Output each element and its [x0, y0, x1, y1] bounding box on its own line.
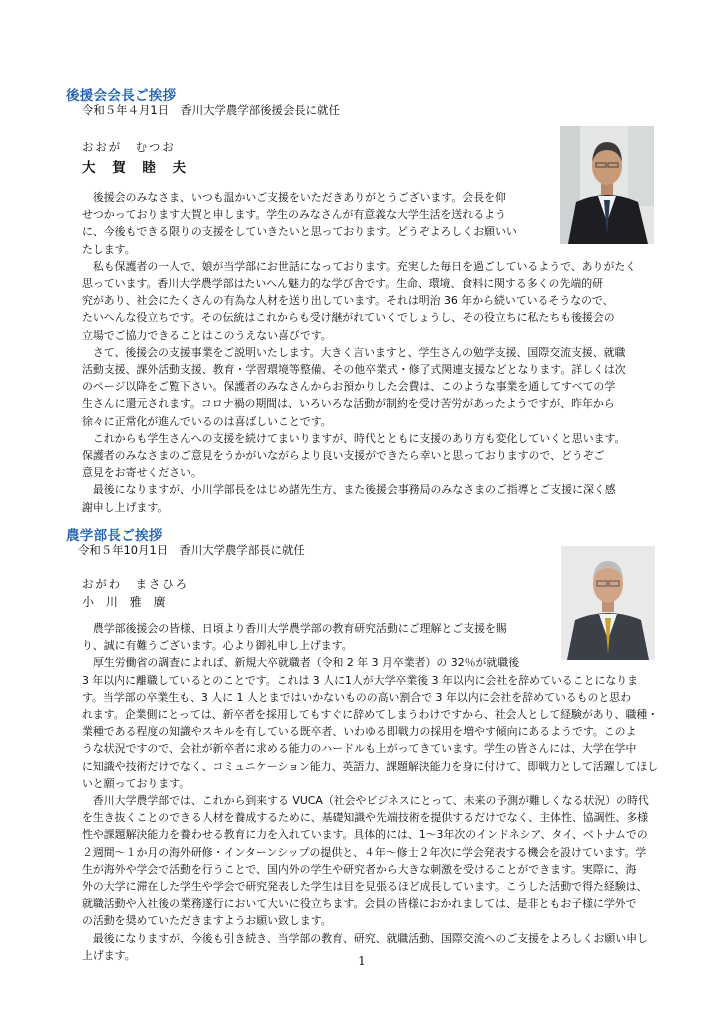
paragraph-line: 上げます。 [82, 948, 136, 962]
paragraph-line: さて、後援会の支援事業をご説明いたします。大きく言いますと、学生さんの勉学支援、国際交流支援、就職 [82, 345, 626, 359]
paragraph-line: 香川大学農学部では、これから到来する VUCA（社会やビジネスにとって、未来の予測が難しくなる状況）の時代 [82, 794, 649, 808]
paragraph-line: 意見をお寄せください。 [82, 466, 202, 480]
section2-date-line: 令和５年10月1日 香川大学農学部長に就任 [78, 543, 305, 557]
paragraph-line: 究があり、社会にたくさんの有為な人材を送り出しています。それは明治 36 年から続いているそうなので、 [82, 294, 614, 308]
paragraph-line: 外の大学に滞在した学生や学会で研究発表した学生は目を見張るほど成長しています。こうした活動で得た経験は、 [82, 880, 648, 894]
paragraph-line: せつかっております大賀と申します。学生のみなさんが有意義な大学生活を送れるよう [82, 208, 506, 222]
paragraph-line: いと願っております。 [82, 776, 191, 790]
section2-body [82, 620, 658, 964]
page-number: 1 [358, 954, 366, 968]
paragraph-line: 最後になりますが、小川学部長をはじめ諸先生方、また後援会事務局のみなさまのご指導とご支援に深く感 [82, 483, 616, 497]
section1-name-kana: おおが むつお [82, 140, 176, 154]
paragraph-line: 農学部後援会の皆様、日頃より香川大学農学部の教育研究活動にご理解とご支援を賜 [82, 622, 507, 635]
section1-body [82, 189, 636, 516]
paragraph-line: たいへんな役立ちです。その伝統はこれからも受け継がれていくでしょうし、その役立ちに私たちも後援会の [82, 311, 615, 325]
paragraph-line: 保護者のみなさまのご意見をうかがいながらより良い支援ができたら幸いと思っておりますので、どうぞご [82, 449, 605, 463]
paragraph-line: り、誠に有難うございます。心より御礼申し上げます。 [82, 639, 353, 653]
paragraph-line: に知識や技術だけでなく、コミュニケーション能力、英語力、課題解決能力を身に付けて、即戦力として活躍してほし [82, 759, 659, 773]
paragraph-line: 活動支援、課外活動支援、教育・学習環境等整備、その他卒業式・修了式関連支援などとなります。詳しくは次 [82, 363, 626, 377]
paragraph-line: 生が海外や学会で活動を行うことで、国内外の学生や研究者から大きな刺激を受けることができます。実際に、海 [82, 862, 637, 876]
paragraph-line: れます。企業側にとっては、新卒者を採用してもすぐに辞めてしまうわけですから、社会人として経験があり、職種・ [82, 708, 659, 722]
paragraph-line: 就職活動や入社後の業務遂行において大いに役立ちます。会員の皆様におかれましては、是非ともお子様に学外で [82, 897, 637, 911]
paragraph-line: これからも学生さんへの支援を続けてまいりますが、時代とともに支援のあり方も変化していくと思います。 [82, 431, 626, 445]
paragraph-line: 生さんに還元されます。コロナ禍の期間は、いろいろな活動が制約を受け苦労があったようですが、昨年から [82, 397, 615, 411]
paragraph-line: 業種である程度の知識やスキルを有している既卒者、いわゆる即戦力の採用を増やす傾向にあるようです。このよ [82, 725, 637, 739]
paragraph-line: 徐々に正常化が進んでいるのは喜ばしいことです。 [82, 414, 332, 428]
paragraph-line: を生き抜くことのできる人材を養成するために、基礎知識や先端技術を提供するだけでなく、主体性、協調性、多様 [82, 811, 649, 825]
paragraph-line: 謝申し上げます。 [82, 500, 169, 514]
paragraph-line: す。当学部の卒業生も、3 人に 1 人とまではいかないものの高い割合で 3 年以内に会社を辞めているものと思わ [82, 690, 632, 704]
paragraph-line: 厚生労働省の調査によれば、新規大卒就職者（令和 2 年 3 月卒業者）の 32％が就職後 [82, 656, 520, 670]
paragraph-line: 性や課題解決能力を養わせる教育に力を入れています。具体的には、1〜3年次のインドネシア、タイ、ベトナムでの [82, 828, 648, 842]
section1-title: 後援会会長ご挨拶 [66, 88, 177, 104]
paragraph-line: 私も保護者の一人で、娘が当学部にお世話になっております。充実した毎日を過ごしているようで、ありがたく [82, 259, 637, 273]
section2-title: 農学部長ご挨拶 [66, 528, 163, 544]
section1-name: 大 賀 睦 夫 [82, 160, 193, 176]
paragraph-line: 立場でご協力できることはこのうえない喜びです。 [82, 328, 332, 342]
paragraph-line: 思っています。香川大学農学部はたいへん魅力的な学び舎です。生命、環境、食料に関する多くの先端的研 [82, 277, 604, 291]
paragraph-line: 3 年以内に離職しているとのことです。これは 3 人に1人が大学卒業後 3 年以内に会社を辞めていることになりま [82, 673, 639, 687]
paragraph-line: のページ以降をご覧下さい。保護者のみなさんからお預かりした会費は、このような事業を通してすべての学 [82, 380, 616, 394]
paragraph-line: 後援会のみなさま、いつも温かいご支援をいただきありがとうございます。会長を仰 [82, 191, 506, 204]
paragraph-line: 最後になりますが、今後も引き続き、当学部の教育、研究、就職活動、国際交流へのご支援をよろしくお願い申し [82, 931, 648, 945]
paragraph-line: うな状況ですので、会社が新卒者に求める能力のハードルも上がってきています。学生の皆さんには、大学在学中 [82, 742, 637, 756]
paragraph-line: に、今後もできる限りの支援をしていきたいと思っております。どうぞよろしくお願いい [82, 225, 517, 239]
section2-name-kana: おがわ まさひろ [82, 577, 190, 591]
section1-date-line: 令和５年４月1日 香川大学農学部後援会長に就任 [82, 103, 340, 117]
section2-name: 小 川 雅 廣 [82, 595, 170, 609]
paragraph-line: ２週間〜１か月の海外研修・インターンシップの提供と、４年〜修士２年次に学会発表する機会を設けています。学 [82, 845, 647, 859]
paragraph-line: の活動を奨めていただきますようお願い致します。 [82, 914, 332, 928]
paragraph-line: たします。 [82, 242, 136, 256]
